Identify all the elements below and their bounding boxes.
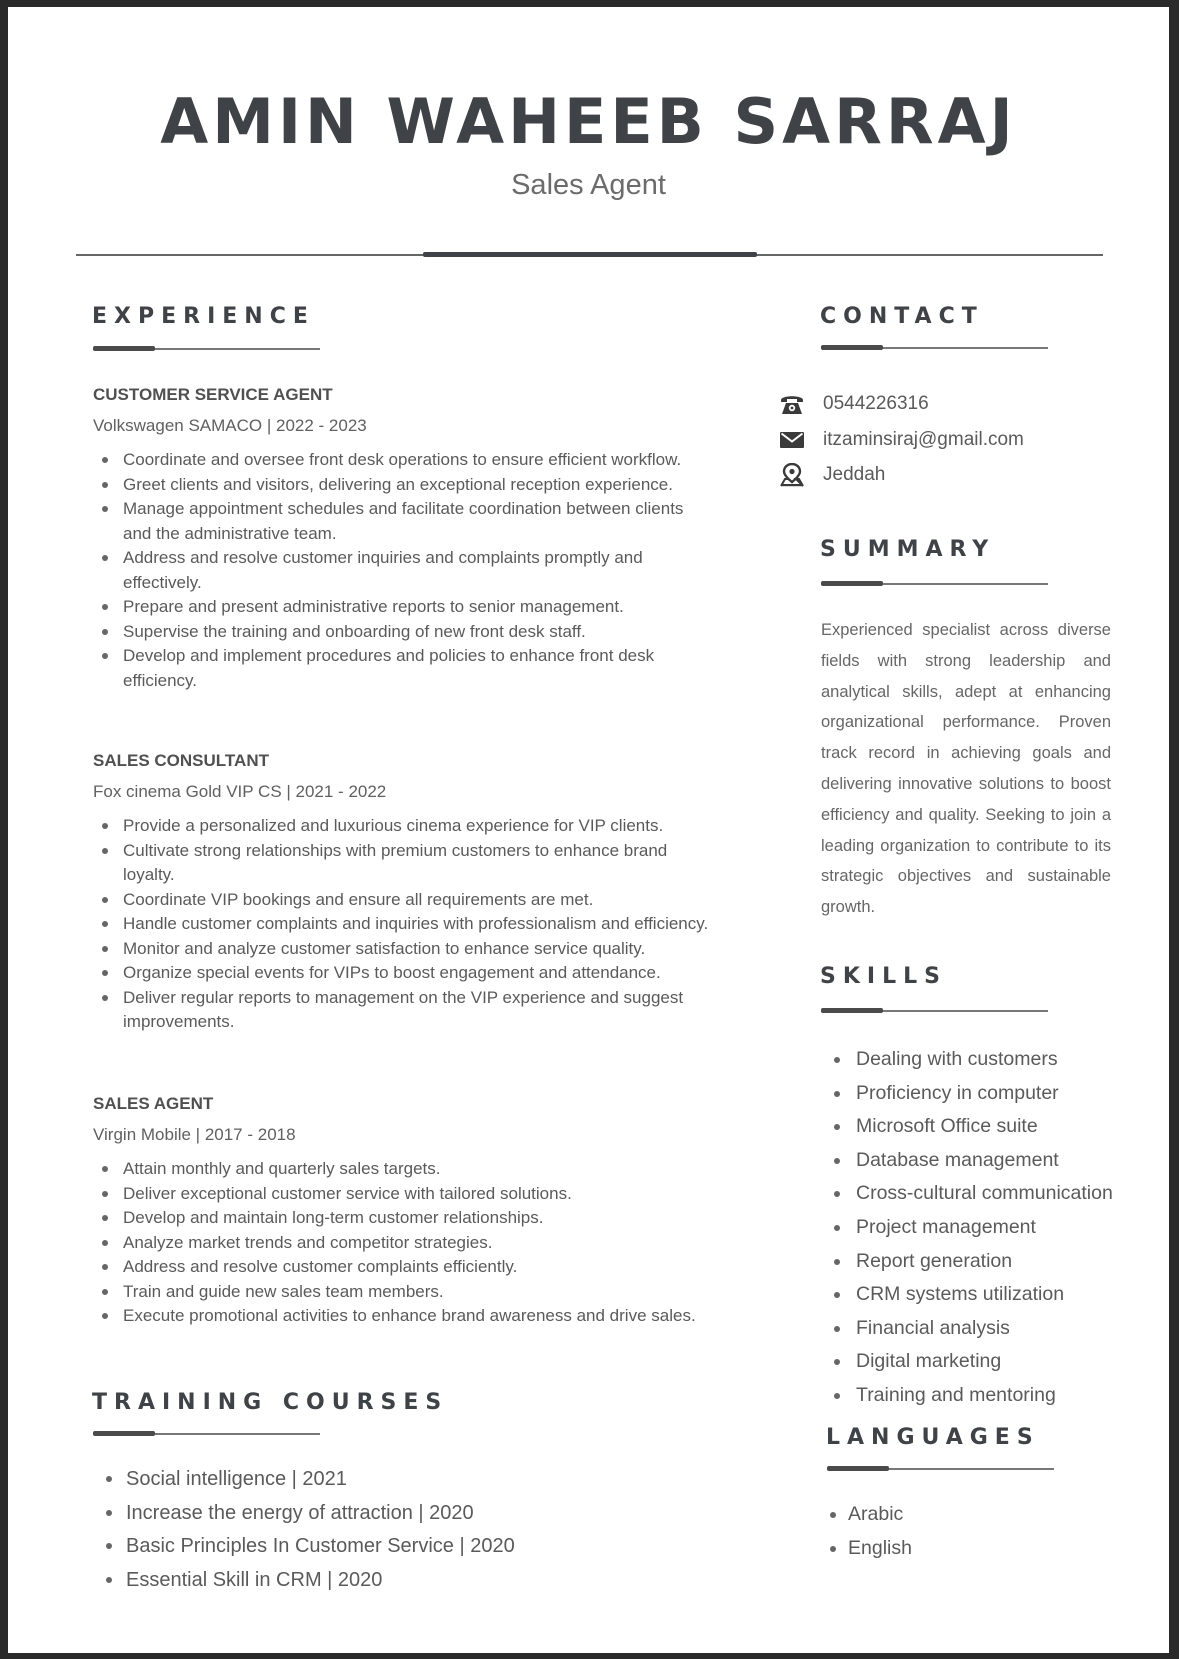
training-list: [96, 1463, 696, 1597]
list-item: Dealing with customers: [826, 1043, 1126, 1077]
list-item: Digital marketing: [826, 1345, 1126, 1379]
summary-heading: SUMMARY: [820, 537, 996, 562]
training-divider: [93, 1433, 320, 1435]
list-item: Cross-cultural communication: [826, 1177, 1126, 1211]
contact-phone: [823, 389, 929, 419]
list-item: Develop and maintain long-term customer relationships.: [93, 1206, 713, 1231]
languages-heading: LANGUAGES: [826, 1425, 1040, 1450]
list-item: Financial analysis: [826, 1312, 1126, 1346]
list-item: Essential Skill in CRM | 2020: [96, 1564, 696, 1598]
list-item: Greet clients and visitors, delivering an exceptional reception experience.: [93, 473, 713, 498]
list-item: Supervise the training and onboarding of new front desk staff.: [93, 620, 713, 645]
list-item: Coordinate VIP bookings and ensure all requirements are met.: [93, 888, 713, 913]
list-item: Project management: [826, 1211, 1126, 1245]
job-1-title: CUSTOMER SERVICE AGENT: [93, 385, 333, 404]
phone-icon: [779, 392, 805, 416]
languages-list: [826, 1498, 1026, 1565]
header-divider-accent: [423, 252, 757, 257]
training-heading: TRAINING COURSES: [92, 1390, 449, 1415]
list-item: Analyze market trends and competitor strategies.: [93, 1231, 713, 1256]
job-1-duties: [93, 448, 713, 693]
location-pin-icon: [779, 463, 805, 487]
phone-number[interactable]: 0544226316: [823, 393, 929, 414]
job-3-org: Virgin Mobile | 2017 - 2018: [93, 1125, 296, 1144]
list-item: CRM systems utilization: [826, 1278, 1126, 1312]
list-item: Handle customer complaints and inquiries with professionalism and efficiency.: [93, 912, 713, 937]
list-item: Deliver exceptional customer service with tailored solutions.: [93, 1182, 713, 1207]
list-item: Increase the energy of attraction | 2020: [96, 1497, 696, 1531]
location: Jeddah: [823, 464, 886, 485]
list-item: Deliver regular reports to management on the VIP experience and suggest improvements.: [93, 986, 713, 1035]
list-item: Cultivate strong relationships with premium customers to enhance brand loyalty.: [93, 839, 713, 888]
contact-divider: [821, 347, 1048, 349]
list-item: Attain monthly and quarterly sales targets.: [93, 1157, 713, 1182]
list-item: Social intelligence | 2021: [96, 1463, 696, 1497]
contact-location: [823, 460, 885, 490]
list-item: Organize special events for VIPs to boost engagement and attendance.: [93, 961, 713, 986]
list-item: Prepare and present administrative reports to senior management.: [93, 595, 713, 620]
experience-divider: [93, 348, 320, 350]
job-title: Sales Agent: [511, 169, 666, 201]
list-item: Manage appointment schedules and facilitate coordination between clients and the administrative team.: [93, 497, 713, 546]
list-item: Provide a personalized and luxurious cinema experience for VIP clients.: [93, 814, 713, 839]
candidate-name: AMIN WAHEEB SARRAJ: [160, 85, 1017, 158]
job-3-title: SALES AGENT: [93, 1094, 214, 1113]
experience-heading: EXPERIENCE: [92, 304, 315, 329]
envelope-icon: [779, 428, 805, 452]
list-item: Develop and implement procedures and policies to enhance front desk efficiency.: [93, 644, 713, 693]
list-item: Database management: [826, 1144, 1126, 1178]
list-item: Training and mentoring: [826, 1379, 1126, 1413]
list-item: Report generation: [826, 1245, 1126, 1279]
list-item: Address and resolve customer complaints efficiently.: [93, 1255, 713, 1280]
list-item: Train and guide new sales team members.: [93, 1280, 713, 1305]
list-item: Address and resolve customer inquiries and complaints promptly and effectively.: [93, 546, 713, 595]
list-item: Execute promotional activities to enhance brand awareness and drive sales.: [93, 1304, 713, 1329]
email-address[interactable]: itzaminsiraj@gmail.com: [823, 429, 1024, 450]
job-3-duties: [93, 1157, 713, 1329]
list-item: English: [826, 1532, 1026, 1566]
summary-text: Experienced specialist across diverse fields with strong leadership and analytical skills, adept at enhancing organizational performance. Proven track record in achieving goals and delivering innovative solutions to boost efficiency and quality. Seeking to join a leading organization to contribute to its strategic objectives and sustainable growth.: [821, 621, 1111, 917]
job-2-title: SALES CONSULTANT: [93, 751, 269, 770]
list-item: Proficiency in computer: [826, 1077, 1126, 1111]
contact-email: [823, 425, 1024, 455]
list-item: Arabic: [826, 1498, 1026, 1532]
job-2-duties: [93, 814, 713, 1035]
languages-divider: [827, 1468, 1054, 1470]
skills-divider: [821, 1010, 1048, 1012]
job-2-org: Fox cinema Gold VIP CS | 2021 - 2022: [93, 782, 387, 801]
contact-heading: CONTACT: [820, 304, 984, 329]
job-1-org: Volkswagen SAMACO | 2022 - 2023: [93, 416, 367, 435]
list-item: Monitor and analyze customer satisfaction to enhance service quality.: [93, 937, 713, 962]
skills-list: [826, 1043, 1126, 1413]
resume-page: [8, 7, 1169, 1653]
skills-heading: SKILLS: [820, 964, 947, 989]
list-item: Basic Principles In Customer Service | 2020: [96, 1530, 696, 1564]
list-item: Microsoft Office suite: [826, 1110, 1126, 1144]
list-item: Coordinate and oversee front desk operations to ensure efficient workflow.: [93, 448, 713, 473]
summary-divider: [821, 583, 1048, 585]
